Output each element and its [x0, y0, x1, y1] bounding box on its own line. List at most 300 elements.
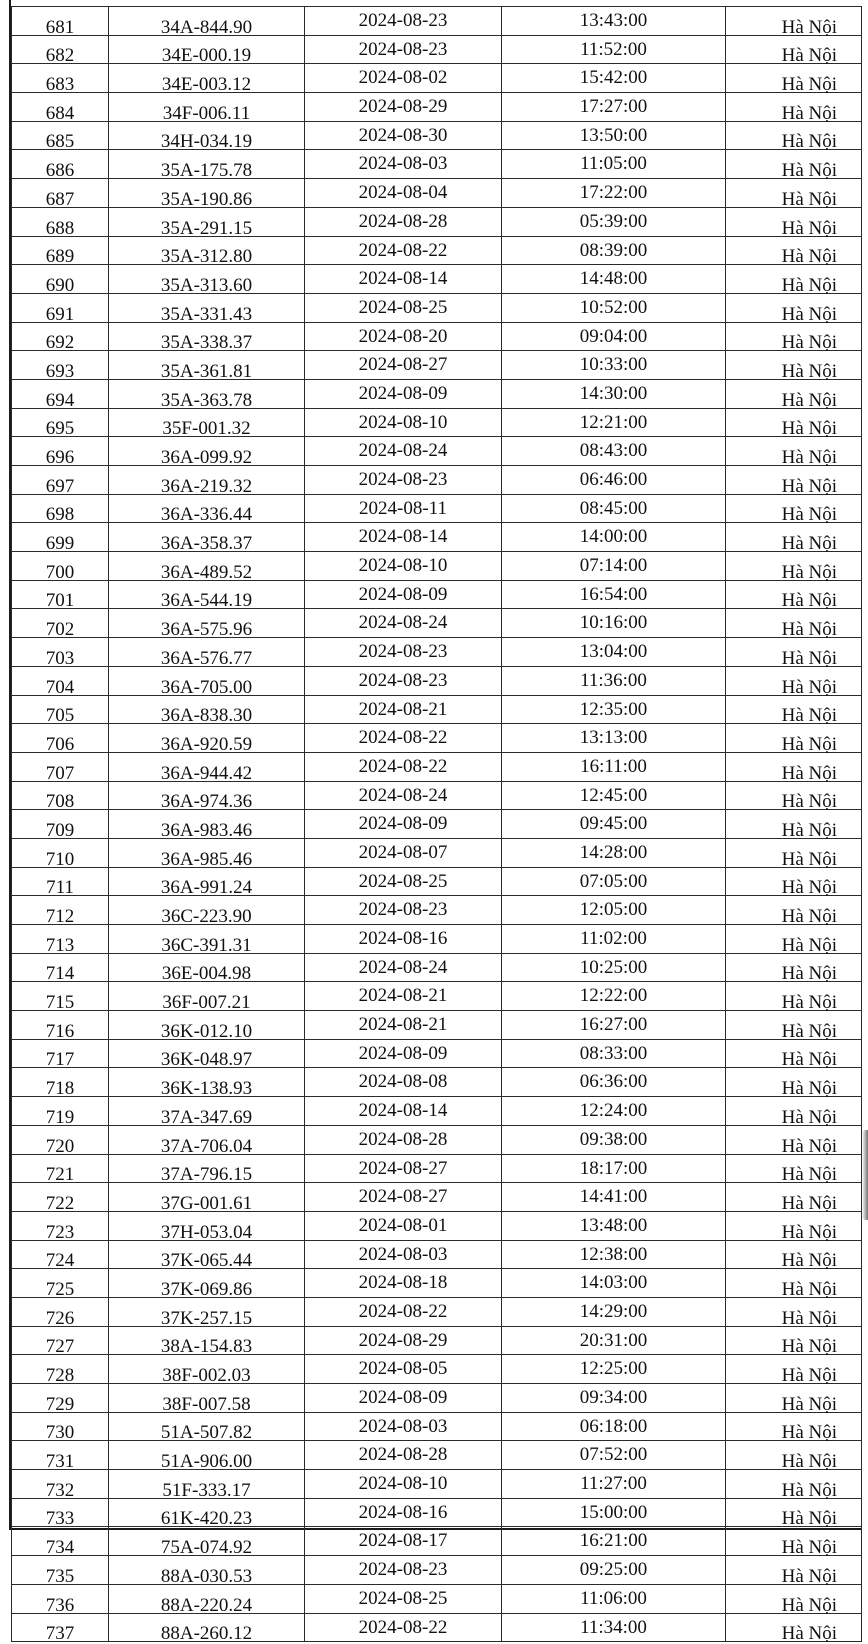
row-number-cell — [12, 1412, 109, 1444]
plate-number-text: 37A-796.15 — [160, 1164, 253, 1186]
location-text: Hà Nội — [781, 1365, 837, 1386]
plate-number-text: 51A-906.00 — [160, 1451, 253, 1473]
location-text: Hà Nội — [781, 676, 837, 698]
location-cell — [726, 64, 862, 96]
plate-number-cell — [109, 580, 305, 612]
violation-date-cell — [305, 752, 502, 781]
row-number-cell — [12, 552, 109, 581]
row-number-text: 710 — [45, 848, 75, 870]
row-number-cell — [12, 925, 109, 954]
location-cell — [726, 1269, 862, 1298]
plate-number-cell — [109, 1584, 305, 1616]
plate-number-cell — [109, 1297, 305, 1329]
violation-time-text: 16:21:00 — [579, 1530, 648, 1552]
location-cell — [726, 810, 862, 839]
row-number-text: 706 — [45, 733, 75, 755]
violation-date-cell — [305, 93, 502, 122]
table-row — [12, 580, 862, 609]
row-number-text: 732 — [45, 1479, 75, 1501]
violation-date-text: 2024-08-23 — [358, 641, 448, 663]
row-number-text: 704 — [45, 676, 75, 698]
violation-date-cell — [305, 1470, 502, 1499]
violation-time-cell — [502, 1584, 726, 1613]
plate-number-cell — [109, 466, 305, 495]
row-number-cell — [12, 351, 109, 380]
violation-date-text: 2024-08-22 — [358, 1616, 448, 1638]
location-text: Hà Nội — [781, 877, 837, 899]
plate-number-cell — [109, 265, 305, 294]
violation-time-text: 09:38:00 — [579, 1128, 648, 1150]
location-cell — [726, 925, 862, 954]
table-row — [12, 1011, 862, 1040]
violation-time-text: 08:33:00 — [579, 1042, 648, 1064]
violation-time-text: 12:22:00 — [579, 985, 648, 1007]
violation-time-cell — [502, 1211, 726, 1240]
row-number-text: 689 — [45, 246, 75, 268]
plate-number-text: 88A-030.53 — [160, 1565, 253, 1587]
violation-date-text: 2024-08-23 — [358, 10, 448, 31]
location-cell — [726, 1412, 862, 1444]
table-row — [12, 781, 862, 810]
plate-number-cell — [109, 1556, 305, 1585]
plate-number-cell — [109, 7, 305, 36]
violation-time-text: 09:04:00 — [579, 325, 648, 347]
violation-time-cell — [502, 179, 726, 208]
violation-time-text: 16:27:00 — [579, 1014, 648, 1036]
violation-date-text: 2024-08-27 — [358, 1186, 448, 1208]
plate-number-cell — [109, 236, 305, 268]
row-number-cell — [12, 953, 109, 985]
table-row — [12, 838, 862, 867]
violation-date-text: 2024-08-09 — [358, 1042, 448, 1064]
location-cell — [726, 207, 862, 239]
violation-date-cell — [305, 179, 502, 208]
table-row — [12, 810, 862, 839]
location-cell — [726, 1384, 862, 1413]
plate-number-cell — [109, 1039, 305, 1071]
violation-date-cell — [305, 121, 502, 150]
table-row — [12, 150, 862, 179]
row-number-text: 686 — [45, 160, 75, 182]
violation-time-cell — [502, 379, 726, 408]
violation-time-text: 18:17:00 — [579, 1157, 648, 1179]
row-number-text: 682 — [45, 45, 75, 67]
location-text: Hà Nội — [781, 45, 837, 67]
violation-date-text: 2024-08-10 — [358, 411, 448, 433]
row-number-text: 695 — [45, 418, 75, 440]
plate-number-text: 36F-007.21 — [162, 992, 251, 1014]
plate-number-cell — [109, 1154, 305, 1186]
row-number-text: 726 — [45, 1307, 75, 1329]
location-text: Hà Nội — [781, 16, 837, 38]
violation-time-text: 11:02:00 — [580, 928, 647, 949]
row-number-text: 701 — [45, 590, 75, 612]
plate-number-cell — [109, 293, 305, 325]
violation-date-cell — [305, 466, 502, 495]
violation-time-text: 12:24:00 — [579, 1100, 648, 1122]
plate-number-cell — [109, 379, 305, 411]
plate-number-text: 36A-991.24 — [160, 877, 253, 899]
row-number-text: 697 — [45, 475, 75, 497]
location-cell — [726, 179, 862, 208]
location-cell — [726, 466, 862, 495]
row-number-text: 730 — [45, 1422, 75, 1444]
location-cell — [726, 1183, 862, 1212]
plate-number-text: 36A-974.36 — [160, 791, 253, 813]
violation-time-text: 10:33:00 — [579, 354, 648, 376]
table-row — [12, 1297, 862, 1326]
plate-number-text: 36A-099.92 — [160, 447, 253, 468]
location-cell — [726, 322, 862, 354]
plate-number-cell — [109, 121, 305, 153]
page-edge-shadow — [862, 1130, 868, 1220]
violation-date-text: 2024-08-22 — [358, 239, 448, 261]
violation-time-text: 12:35:00 — [579, 698, 648, 720]
location-text: Hà Nội — [781, 590, 837, 612]
row-number-cell — [12, 982, 109, 1014]
table-row — [12, 437, 862, 466]
row-number-cell — [12, 93, 109, 122]
row-number-text: 708 — [45, 791, 75, 813]
violation-date-text: 2024-08-01 — [358, 1214, 448, 1236]
violation-date-cell — [305, 1613, 502, 1642]
row-number-cell — [12, 580, 109, 612]
location-text: Hà Nội — [781, 447, 837, 468]
plate-number-cell — [109, 609, 305, 641]
location-text: Hà Nội — [781, 274, 837, 296]
table-row — [12, 1154, 862, 1183]
violation-time-cell — [502, 494, 726, 523]
location-text: Hà Nội — [781, 1479, 837, 1501]
plate-number-cell — [109, 1125, 305, 1157]
row-number-cell — [12, 1211, 109, 1243]
location-cell — [726, 236, 862, 268]
violation-date-cell — [305, 1269, 502, 1298]
violation-time-cell — [502, 35, 726, 64]
row-number-text: 699 — [45, 533, 75, 555]
table-row — [12, 351, 862, 380]
row-number-text: 702 — [45, 619, 75, 641]
plate-number-text: 35A-190.86 — [160, 188, 253, 210]
location-text: Hà Nội — [781, 1393, 837, 1415]
violation-date-cell — [305, 1039, 502, 1068]
location-text: Hà Nội — [781, 1307, 837, 1329]
row-number-cell — [12, 1556, 109, 1585]
table-row — [12, 666, 862, 695]
violation-time-text: 13:04:00 — [579, 641, 648, 663]
plate-number-text: 35A-291.15 — [160, 217, 253, 239]
row-number-text: 724 — [45, 1250, 75, 1272]
table-row — [12, 752, 862, 781]
table-row — [12, 1125, 862, 1154]
location-cell — [726, 1441, 862, 1473]
plate-number-cell — [109, 322, 305, 354]
violation-time-cell — [502, 1039, 726, 1068]
row-number-cell — [12, 1498, 109, 1530]
violation-date-cell — [305, 1125, 502, 1154]
violation-time-cell — [502, 236, 726, 265]
location-cell — [726, 1355, 862, 1384]
plate-number-text: 36A-489.52 — [160, 561, 253, 583]
location-cell — [726, 1297, 862, 1329]
violation-time-cell — [502, 752, 726, 781]
location-cell — [726, 121, 862, 153]
plate-number-cell — [109, 552, 305, 581]
plate-number-text: 37G-001.61 — [160, 1192, 253, 1214]
plate-number-text: 36K-012.10 — [160, 1020, 253, 1042]
row-number-text: 721 — [45, 1164, 75, 1186]
location-cell — [726, 351, 862, 380]
table-row — [12, 1355, 862, 1384]
violation-date-cell — [305, 724, 502, 753]
violation-date-cell — [305, 925, 502, 954]
violation-time-cell — [502, 265, 726, 294]
violation-date-text: 2024-08-09 — [358, 583, 448, 605]
row-number-text: 725 — [45, 1278, 75, 1300]
violation-time-text: 20:31:00 — [579, 1329, 648, 1351]
row-number-cell — [12, 1527, 109, 1559]
violation-date-text: 2024-08-08 — [358, 1071, 448, 1093]
violation-time-text: 08:39:00 — [579, 239, 648, 261]
table-row — [12, 1183, 862, 1212]
violation-date-cell — [305, 695, 502, 724]
row-number-text: 692 — [45, 332, 75, 354]
violation-date-text: 2024-08-25 — [358, 1587, 448, 1609]
plate-number-text: 88A-260.12 — [160, 1623, 253, 1644]
plate-number-cell — [109, 982, 305, 1014]
row-number-cell — [12, 1470, 109, 1499]
plate-number-cell — [109, 1240, 305, 1272]
violation-date-text: 2024-08-21 — [358, 698, 448, 720]
row-number-text: 694 — [45, 389, 75, 411]
location-cell — [726, 752, 862, 784]
violation-date-cell — [305, 7, 502, 36]
table-row — [12, 236, 862, 265]
location-text: Hà Nội — [781, 906, 837, 927]
plate-number-cell — [109, 867, 305, 899]
plate-number-cell — [109, 810, 305, 839]
violation-time-cell — [502, 609, 726, 638]
row-number-cell — [12, 1183, 109, 1212]
table-row — [12, 1240, 862, 1269]
violation-time-text: 10:16:00 — [579, 612, 648, 634]
row-number-text: 711 — [46, 877, 74, 899]
violation-date-cell — [305, 953, 502, 982]
violation-date-cell — [305, 1183, 502, 1212]
row-number-cell — [12, 867, 109, 899]
table-row — [12, 1613, 862, 1642]
location-text: Hà Nội — [781, 1049, 837, 1071]
location-cell — [726, 609, 862, 641]
violation-time-cell — [502, 1441, 726, 1470]
plate-number-cell — [109, 1183, 305, 1212]
plate-number-text: 34E-003.12 — [161, 74, 252, 96]
violation-date-cell — [305, 265, 502, 294]
violation-time-cell — [502, 1269, 726, 1298]
plate-number-text: 36C-391.31 — [161, 934, 252, 956]
plate-number-cell — [109, 150, 305, 182]
violation-time-cell — [502, 437, 726, 466]
violation-time-cell — [502, 1097, 726, 1126]
violation-time-text: 14:00:00 — [579, 526, 648, 548]
plate-number-cell — [109, 1527, 305, 1559]
plate-number-text: 36A-358.37 — [160, 533, 253, 555]
violation-date-cell — [305, 810, 502, 839]
plate-number-text: 36A-838.30 — [160, 705, 253, 727]
violation-time-cell — [502, 7, 726, 36]
row-number-cell — [12, 1039, 109, 1071]
location-cell — [726, 1240, 862, 1272]
row-number-cell — [12, 207, 109, 239]
violation-date-cell — [305, 982, 502, 1011]
violation-date-text: 2024-08-22 — [358, 1300, 448, 1322]
plate-number-text: 37K-065.44 — [160, 1250, 253, 1272]
row-number-text: 685 — [45, 131, 75, 153]
table-row — [12, 1039, 862, 1068]
violation-date-cell — [305, 1297, 502, 1326]
violation-time-text: 07:05:00 — [579, 870, 648, 892]
violation-date-cell — [305, 896, 502, 925]
violation-date-text: 2024-08-07 — [358, 841, 448, 863]
violation-date-cell — [305, 408, 502, 437]
violation-date-cell — [305, 609, 502, 638]
violation-time-text: 13:48:00 — [579, 1214, 648, 1236]
plate-number-text: 35A-313.60 — [160, 274, 253, 296]
violation-time-cell — [502, 781, 726, 810]
violation-time-cell — [502, 666, 726, 695]
violation-date-text: 2024-08-03 — [358, 153, 448, 175]
location-text: Hà Nội — [781, 418, 837, 440]
violations-table-sheet — [9, 0, 861, 1644]
table-row — [12, 265, 862, 294]
plate-number-text: 88A-220.24 — [160, 1594, 253, 1616]
location-text: Hà Nội — [781, 791, 837, 813]
plate-number-text: 34F-006.11 — [162, 102, 251, 124]
location-text: Hà Nội — [781, 1537, 837, 1559]
table-row — [12, 322, 862, 351]
plate-number-cell — [109, 437, 305, 466]
plate-number-text: 34A-844.90 — [160, 16, 253, 38]
violation-time-text: 12:21:00 — [579, 411, 648, 433]
plate-number-cell — [109, 1613, 305, 1642]
location-cell — [726, 150, 862, 182]
violation-time-cell — [502, 724, 726, 753]
plate-number-cell — [109, 93, 305, 122]
row-number-text: 698 — [45, 504, 75, 526]
violation-date-text: 2024-08-16 — [358, 928, 448, 949]
row-number-text: 691 — [45, 303, 75, 325]
table-row — [12, 638, 862, 667]
plate-number-text: 61K-420.23 — [160, 1508, 253, 1530]
violation-time-text: 12:05:00 — [579, 899, 648, 921]
plate-number-cell — [109, 523, 305, 555]
row-number-cell — [12, 1011, 109, 1040]
violation-date-text: 2024-08-23 — [358, 899, 448, 921]
location-cell — [726, 1068, 862, 1100]
violation-date-text: 2024-08-21 — [358, 985, 448, 1007]
plate-number-text: 38F-007.58 — [162, 1393, 251, 1415]
violation-date-text: 2024-08-23 — [358, 1559, 448, 1581]
plate-number-cell — [109, 1269, 305, 1298]
location-text: Hà Nội — [781, 647, 837, 669]
location-text: Hà Nội — [781, 1594, 837, 1616]
violation-date-text: 2024-08-09 — [358, 382, 448, 404]
row-number-cell — [12, 1384, 109, 1413]
plate-number-cell — [109, 35, 305, 67]
violation-time-cell — [502, 838, 726, 867]
row-number-cell — [12, 638, 109, 667]
plate-number-cell — [109, 925, 305, 954]
row-number-text: 683 — [45, 74, 75, 96]
row-number-cell — [12, 609, 109, 641]
violation-time-cell — [502, 1556, 726, 1585]
location-text: Hà Nội — [781, 934, 837, 956]
violation-date-text: 2024-08-14 — [358, 526, 448, 548]
location-cell — [726, 838, 862, 870]
row-number-cell — [12, 265, 109, 294]
violation-date-cell — [305, 379, 502, 408]
violation-time-cell — [502, 1326, 726, 1355]
location-text: Hà Nội — [781, 992, 837, 1014]
plate-number-cell — [109, 207, 305, 239]
plate-number-text: 37H-053.04 — [160, 1221, 253, 1243]
violation-time-cell — [502, 1412, 726, 1441]
violation-time-text: 17:22:00 — [579, 182, 648, 204]
plate-number-cell — [109, 953, 305, 985]
violation-time-cell — [502, 207, 726, 236]
row-number-cell — [12, 236, 109, 268]
violation-time-cell — [502, 896, 726, 925]
row-number-text: 700 — [45, 561, 75, 583]
plate-number-text: 36C-223.90 — [161, 906, 252, 927]
violation-date-text: 2024-08-24 — [358, 612, 448, 634]
plate-number-text: 34E-000.19 — [161, 45, 252, 67]
violation-date-text: 2024-08-27 — [358, 1157, 448, 1179]
violation-time-cell — [502, 1011, 726, 1040]
location-cell — [726, 523, 862, 555]
row-number-cell — [12, 695, 109, 727]
violation-date-cell — [305, 867, 502, 896]
location-text: Hà Nội — [781, 1451, 837, 1473]
location-text: Hà Nội — [781, 1221, 837, 1243]
violation-date-text: 2024-08-29 — [358, 1329, 448, 1351]
plate-number-text: 36K-138.93 — [160, 1078, 253, 1100]
row-number-text: 736 — [45, 1594, 75, 1616]
violation-date-text: 2024-08-04 — [358, 182, 448, 204]
violation-time-text: 08:45:00 — [579, 497, 648, 519]
table-row — [12, 1211, 862, 1240]
location-text: Hà Nội — [781, 1078, 837, 1100]
location-text: Hà Nội — [781, 217, 837, 239]
violation-time-text: 17:27:00 — [579, 96, 648, 118]
plate-number-text: 51A-507.82 — [160, 1422, 253, 1444]
location-cell — [726, 580, 862, 612]
violation-time-text: 15:00:00 — [579, 1501, 648, 1523]
row-number-cell — [12, 1613, 109, 1642]
violation-time-cell — [502, 1470, 726, 1499]
violation-date-cell — [305, 437, 502, 466]
table-row — [12, 1326, 862, 1355]
location-cell — [726, 638, 862, 667]
violation-time-text: 14:41:00 — [579, 1186, 648, 1208]
violation-date-cell — [305, 1211, 502, 1240]
row-number-text: 709 — [45, 819, 75, 841]
plate-number-text: 35A-175.78 — [160, 160, 253, 182]
violation-time-text: 13:43:00 — [579, 10, 648, 31]
location-text: Hà Nội — [781, 1508, 837, 1530]
violation-time-text: 09:34:00 — [579, 1387, 648, 1408]
violation-date-text: 2024-08-03 — [358, 1415, 448, 1437]
